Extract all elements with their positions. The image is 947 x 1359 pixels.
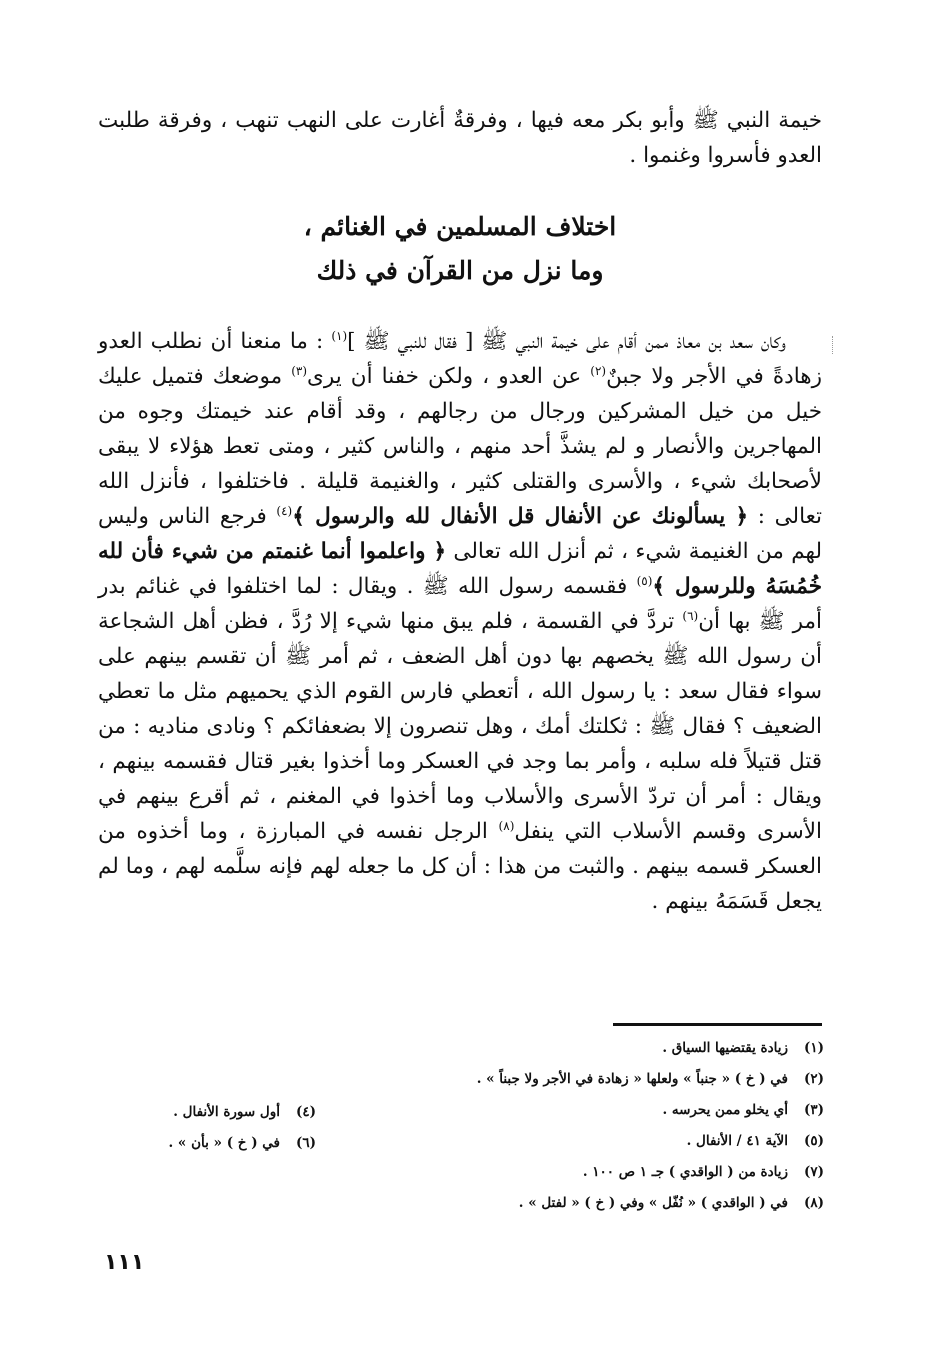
footnote-text: أول سورة الأنفال . xyxy=(173,1104,280,1120)
footnote-number: (٥) xyxy=(803,1133,824,1149)
footnote xyxy=(384,1095,824,1126)
footnote-text: في ( خ ) « جنباً » ولعلها « زهادة في الأجر ولا جبناً » . xyxy=(476,1071,788,1087)
footnote-ref: (١) xyxy=(331,328,348,343)
margin-marker xyxy=(832,336,834,354)
footnote-ref: (٣) xyxy=(291,363,308,378)
footnote-text: في ( الواقدي ) « نُفّل » وفي ( خ ) « لفتل » . xyxy=(518,1195,788,1211)
footnote-number: (٧) xyxy=(803,1164,824,1180)
footnote xyxy=(96,1128,316,1159)
footnote xyxy=(96,1097,316,1128)
text-segment: فقسمه رسول الله ﷺ . ويقال : لما اختلفوا في غنائم بدر أمر ﷺ بها أن xyxy=(98,574,822,634)
text-segment: الرجل نفسه في المبارزة ، وما أخذوه من العسكر قسمه بينهم . والثبت من هذا : أن كل ما جعله لهم فإنه سلَّمه لهم ، وما لم يجعل قَسَمَهُ بينهم . xyxy=(98,819,822,914)
footnote-number: (٦) xyxy=(295,1135,316,1151)
footnote-ref: (٦) xyxy=(682,608,699,623)
footnote xyxy=(384,1157,824,1188)
text-segment: موضعك فتميل عليك خيل من خيل المشركين ورجال من رجالهم ، وقد أقام عند خيمتك وجوه من المهاجرين والأنصار و لم يشذَّ أحد منهم ، والناس كثير ، ومتى تعط هؤلاء لا يبقى لأصحابك شيء ، والأسرى والقتلى كثير ، والغنيمة قليلة . فاختلفوا ، فأنزل الله تعالى : xyxy=(98,364,822,529)
footnote-ref: (٢) xyxy=(590,363,607,378)
intro-paragraph: خيمة النبي ﷺ وأبو بكر معه فيها ، وفرقةٌ أغارت على النهب تنهب ، وفرقة طلبت العدو فأسروا وغنموا . xyxy=(98,108,822,168)
footnote-text: أي يخلو ممن يحرسه . xyxy=(662,1102,788,1118)
text-segment: فرجع الناس وليس لهم من الغنيمة شيء ، ثم أنزل الله تعالى xyxy=(98,504,822,564)
footnote-text: زيادة من ( الواقدي ) جـ ١ ص ١٠٠ . xyxy=(582,1164,788,1180)
text-segment: : ما منعنا أن نطلب العدو زهادةً في الأجر ولا جبنٌ xyxy=(98,329,822,389)
footnote-ref: (٥) xyxy=(636,573,653,588)
footnote-number: (٣) xyxy=(803,1102,824,1118)
text-segment: وكان سعد بن معاذ ممن أقام على خيمة النبي ﷺ [ فقال للنبي ﷺ ] xyxy=(347,329,786,354)
footnote-number: (٤) xyxy=(295,1104,316,1120)
footnote-number: (٢) xyxy=(803,1071,824,1087)
footnotes-left-column xyxy=(96,1097,316,1159)
footnote xyxy=(384,1033,824,1064)
main-paragraph xyxy=(98,324,822,919)
footnote-ref: (٨) xyxy=(498,818,515,833)
footnotes-right-column xyxy=(384,1033,824,1219)
heading-line-2: وما نزل من القرآن في ذلك xyxy=(316,256,604,285)
page-number: ١١١ xyxy=(104,1250,145,1275)
footnote xyxy=(384,1126,824,1157)
footnote-ref: (٤) xyxy=(276,503,293,518)
heading-line-1: اختلاف المسلمين في الغنائم ، xyxy=(303,212,617,241)
quran-verse: ﴿ يسألونك عن الأنفال قل الأنفال لله والرسول ﴾ xyxy=(292,504,749,529)
quran-verse: ﴿ واعلموا أنما غنمتم من شيء فأن لله خُمُسَهُ وللرسول ﴾ xyxy=(98,539,822,599)
footnote-text: في ( خ ) « بأن » . xyxy=(168,1135,280,1151)
footnote xyxy=(384,1188,824,1219)
footnote-number: (١) xyxy=(803,1040,824,1056)
text-segment: عن العدو ، ولكن خفنا أن يرى xyxy=(307,364,591,389)
section-heading xyxy=(98,205,822,293)
text-segment: تردَّ في القسمة ، فلم يبق منها شيء إلا رُدَّ ، فظن أهل الشجاعة أن رسول الله ﷺ يخصهم بها دون أهل الضعف ، ثم أمر ﷺ أن تقسم بينهم على سواء فقال سعد : يا رسول الله ، أتعطي فارس القوم الذي يحميهم مثل ما تعطي الضعيف ؟ فقال ﷺ : ثكلتك أمك ، وهل تنصرون إلا بضعفائكم ؟ ونادى مناديه : من قتل قتيلاً فله سلبه ، وأمر بما وجد في العسكر وما أخذوا بغير قتال فقسمه بينهم ، ويقال : أمر أن تردّ الأسرى والأسلاب وما أخذوا في المغنم ، ثم أقرع بينهم في الأسرى وقسم الأسلاب التي ينفل xyxy=(98,609,823,844)
footnote xyxy=(384,1064,824,1095)
footnote-text: زيادة يقتضيها السياق . xyxy=(662,1040,788,1056)
footnote-divider xyxy=(613,1023,822,1026)
footnote-text: الآية ٤١ / الأنفال . xyxy=(686,1133,788,1149)
footnote-number: (٨) xyxy=(803,1195,824,1211)
